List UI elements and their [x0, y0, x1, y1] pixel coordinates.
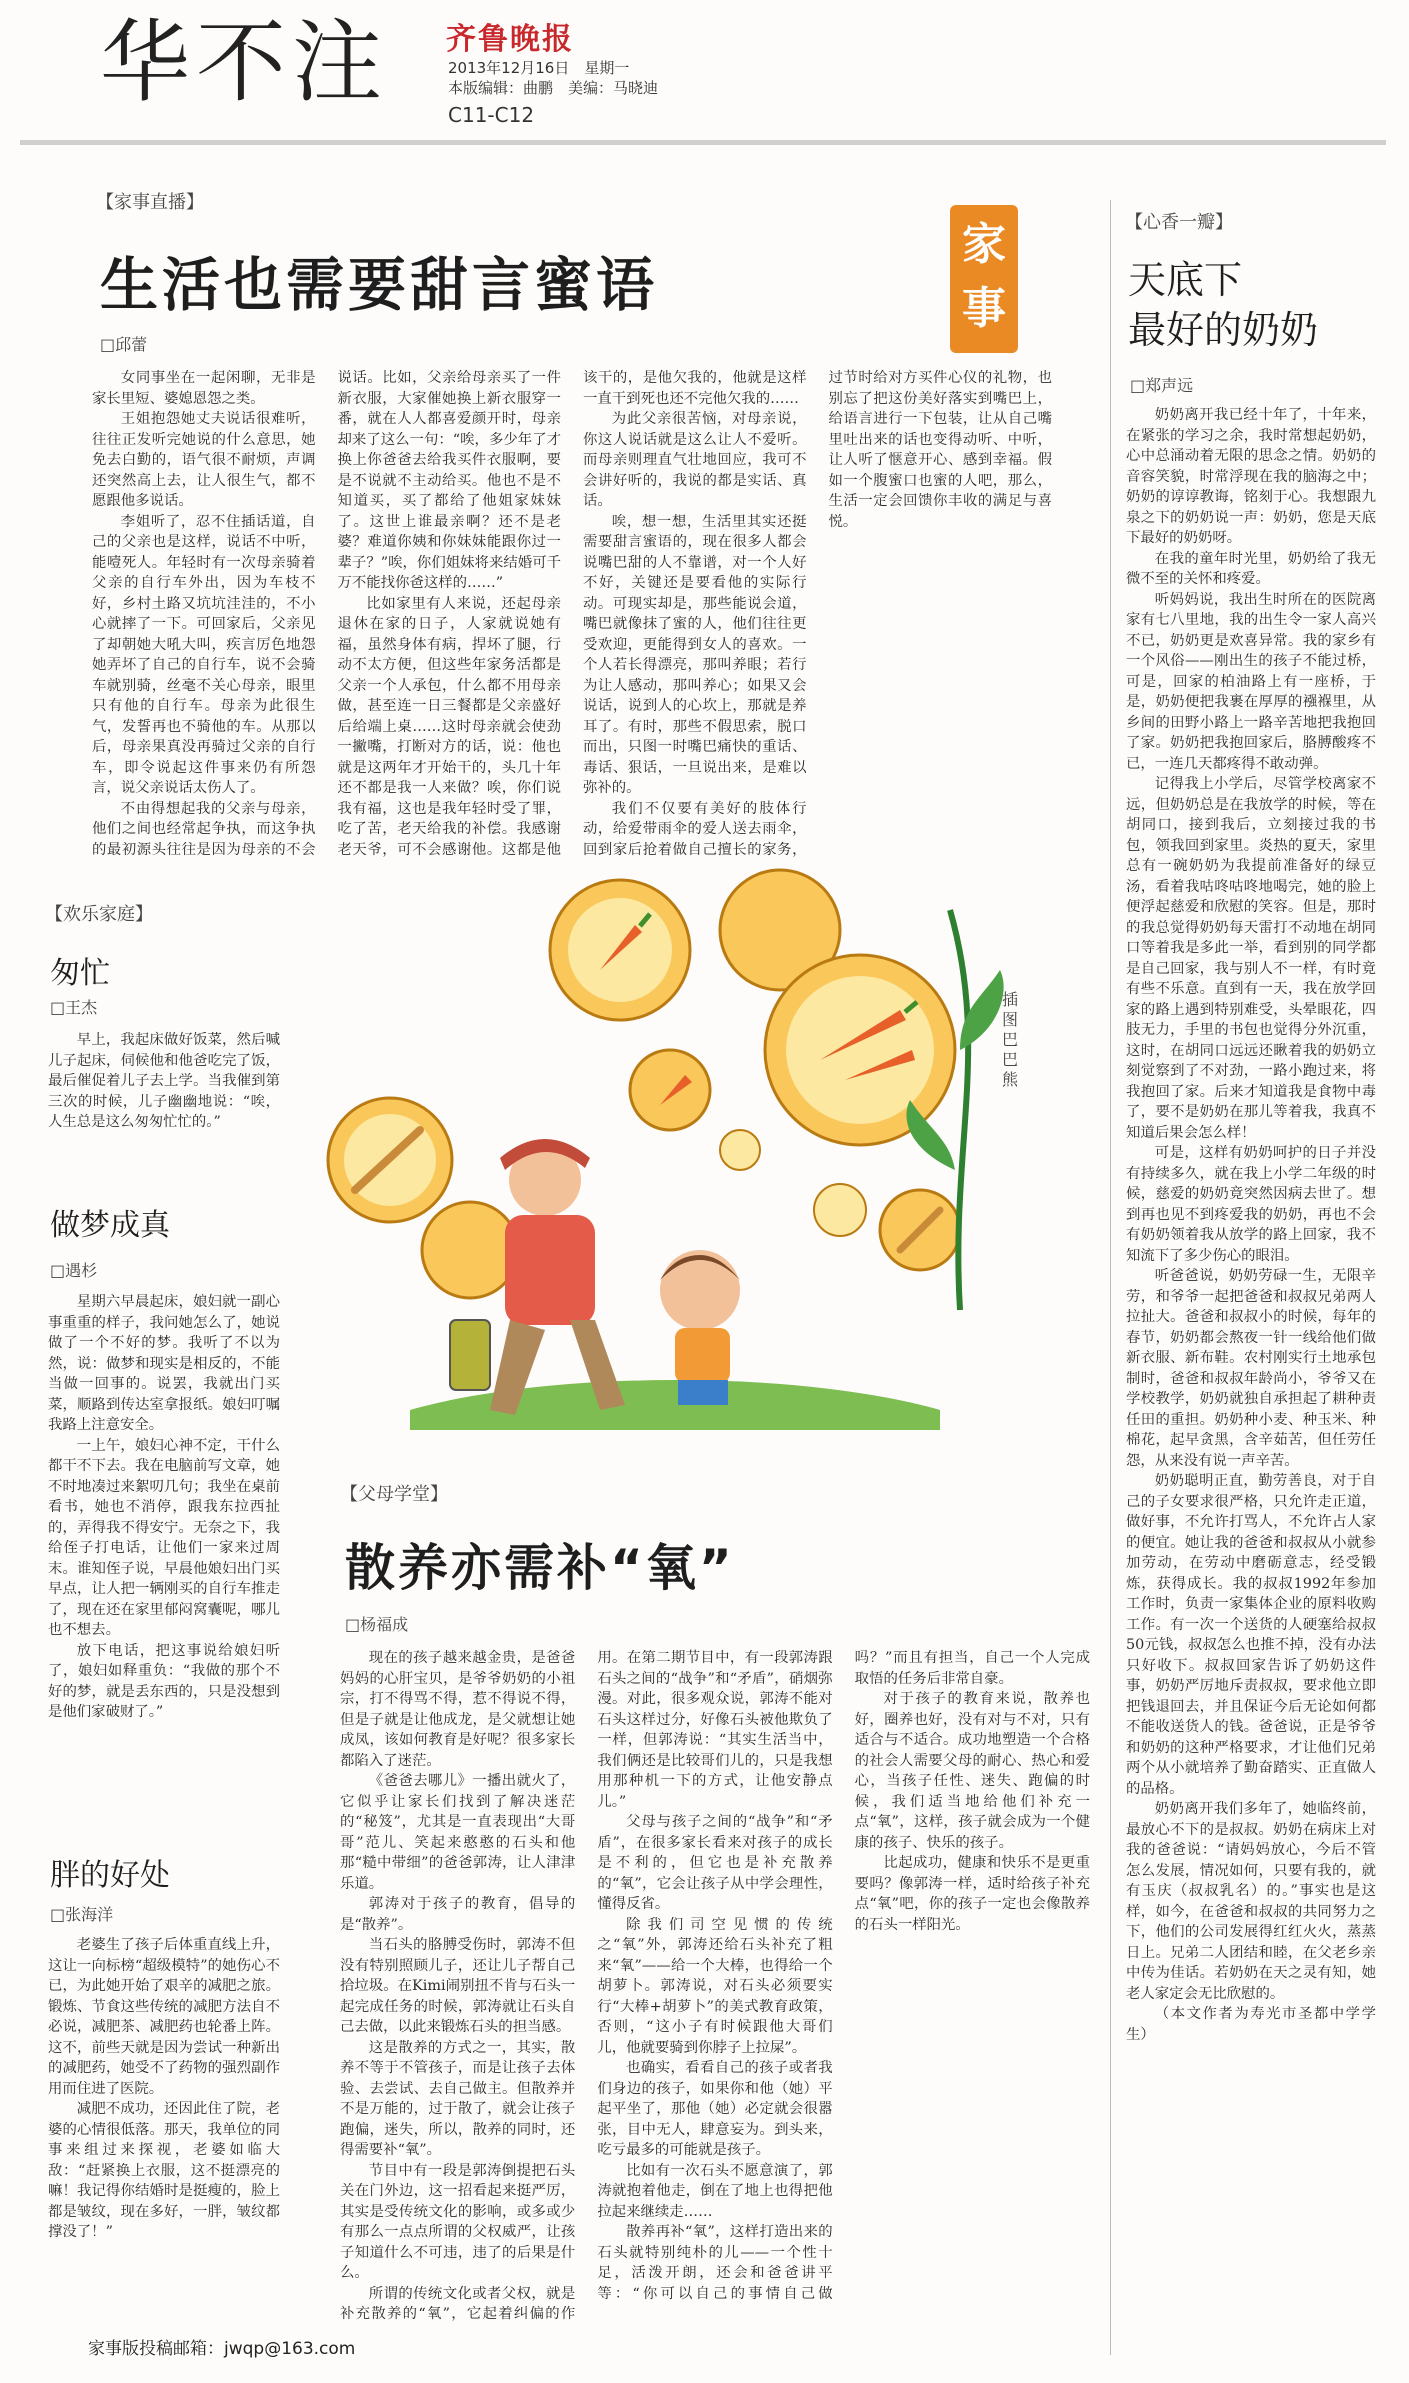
- header-rule: [20, 140, 1386, 145]
- orange-bubbles: [328, 870, 960, 1298]
- column-divider: [1110, 200, 1111, 2355]
- paragraph: 早上，我起床做好饭菜，然后喊儿子起床，伺候他和他爸吃完了饭，最后催促着儿子去上学。当我催到第三次的时候，儿子幽幽地说：“唉，人生总是这么匆匆忙忙的。”: [48, 1032, 280, 1130]
- issue-date: 2013年12月16日 星期一: [448, 59, 630, 77]
- article-body-oxygen: [340, 1648, 1090, 2343]
- article-body-grandma: [1126, 405, 1376, 2345]
- headline-fat: 胖的好处: [50, 1858, 170, 1893]
- headline-grandma-line1: 天底下: [1128, 258, 1243, 302]
- headline-sweet-words: 生活也需要甜言蜜语: [100, 251, 659, 319]
- paragraph: 老婆生了孩子后体重直线上升，这让一向标榜“超级模特”的她伤心不已，为此她开始了艰辛的减肥之旅。锻炼、节食这些传统的减肥方法自不必说，减肥茶、减肥药也轮番上阵。这不，前些天就是因为尝试一种新出的减肥药，她受不了药物的强烈副作用而住进了医院。: [48, 1937, 280, 2097]
- column-label-family-live: 【家事直播】: [96, 192, 204, 213]
- paragraph: 我们不仅要有美好的肢体行动，给爱带雨伞的爱人送去雨伞，回到家后抢着做自己擅长的家务，过节时给对方买件心仪的礼物，也别忘了把这份美好落实到嘴巴上，给语言进行一下包装，让从自己嘴里吐出来的话也变得动听、中听，让人听了惬意开心、感到幸福。假如一个腹蜜口也蜜的人吧，那么，生活一定会回馈你丰收的满足与喜悦。: [583, 370, 1052, 858]
- paragraph: 记得我上小学后，尽管学校离家不远，但奶奶总是在我放学的时候，等在胡同口，接到我后，立刻接过我的书包，领我回到家里。炎热的夏天，家里总有一碗奶奶为我提前准备好的绿豆汤，看着我咕咚咕咚地喝完，她的脸上便浮起慈爱和欣慰的笑容。但是，那时的我总觉得奶奶每天雷打不动地在胡同口等着我是多此一举，看到别的同学都是自己回家，我与别人不一样，有时竟有些不乐意。直到有一天，我在放学回家的路上遇到特别难受，头晕眼花，四肢无力，手里的书包也觉得分外沉重，这时，在胡同口远远还瞅着我的奶奶立刻觉察到了不对劲，一路小跑过来，将我抱回了家。后来才知道我是食物中毒了，要不是奶奶在那儿等着我，我真不知道后果会怎么样！: [1126, 776, 1376, 1141]
- paragraph: 减肥不成功，还因此住了院，老婆的心情很低落。那天，我单位的同事来组过来探视，老婆如临大敌：“赶紧换上衣服，这不挺漂亮的嘛！我记得你结婚时是挺瘦的，脸上都是皱纹，现在多好，一胖，皱纹都撑没了！”: [48, 2101, 280, 2240]
- headline-grandma: [1128, 255, 1318, 355]
- newspaper-logo: 齐鲁晚报: [446, 22, 574, 57]
- byline-oxygen: □杨福成: [345, 1615, 409, 1634]
- paragraph: 一上午，娘妇心神不定，干什么都干不下去。我在电脑前写文章，她不时地凑过来絮叨几句；我坐在桌前看书，她也不消停，跟我东拉西扯的，弄得我不得安宁。无奈之下，我给侄子打电话，让他们一家来过周末。谁知侄子说，早晨他娘妇出门买早点，让人把一辆刚买的自行车推走了，现在还在家里郁闷窝囊呢，哪儿也不想去。: [48, 1437, 280, 1638]
- byline-fat: □张海洋: [50, 1905, 114, 1924]
- paragraph: 也确实，看看自己的孩子或者我们身边的孩子，如果你和他（她）平起平坐了，那他（她）必定就会很嚣张，目中无人，肆意妄为。到头来，吃亏最多的可能就是孩子。: [597, 2060, 833, 2158]
- paragraph: 听爸爸说，奶奶劳碌一生，无限辛劳，和爷爷一起把爸爸和叔叔兄弟两人拉扯大。爸爸和叔叔小的时候，每年的春节，奶奶都会熬夜一针一线给他们做新衣服、新布鞋。农村刚实行土地承包制时，爸爸和叔叔年龄尚小，爷爷又在学校教学，奶奶就独自承担起了耕种责任田的重担。奶奶种小麦、种玉米、种棉花，起早贪黑，含辛茹苦，但任劳任怨，从来没有说一声辛苦。: [1126, 1268, 1376, 1469]
- paragraph: 比起成功，健康和快乐不是更重要吗？像郭涛一样，适时给孩子补充点“氧”吧，你的孩子一定也会像散养的石头一样阳光。: [854, 1855, 1090, 1933]
- column-label-parent-class: 【父母学堂】: [340, 1484, 448, 1505]
- paragraph: 《爸爸去哪儿》一播出就火了，它似乎让家长们找到了解决迷茫的“秘笈”，尤其是一直表现出“大哥哥”范儿、笑起来憨憨的石头和他那“糙中带细”的爸爸郭涛，让人津津乐道。: [340, 1773, 576, 1892]
- paragraph: 为此父亲很苦恼，对母亲说，你这人说话就是这么让人不爱听。而母亲则理直气壮地回应，我可不会讲好听的，我说的都是实话、真话。: [583, 411, 807, 509]
- byline-grandma: □郑声远: [1130, 376, 1194, 395]
- paragraph: 当石头的胳膊受伤时，郭涛不但没有特别照顾儿子，还让儿子帮自己拾垃圾。在Kimi闹别扭不肯与石头一起完成任务的时候，郭涛就让石头自己去做，以此来锻炼石头的担当感。: [340, 1937, 576, 2035]
- paragraph: 除我们司空见惯的传统之“氧”外，郭涛还给石头补充了粗来“氧”——给一个大棒，也得给一个胡萝卜。郭涛说，对石头必须要实行“大棒+胡萝卜”的美式教育政策，否则，“这小子有时候跟他大哥们儿，他就要骑到你脖子上拉屎”。: [597, 1916, 833, 2056]
- column-label-heart: 【心香一瓣】: [1125, 212, 1233, 233]
- paragraph: 对于孩子的教育来说，散养也好，圈养也好，没有对与不对，只有适合与不适合。成功地塑造一个合格的社会人需要父母的耐心、热心和爱心，当孩子任性、迷失、跑偏的时候，我们适当地给他们补充一点“氧”，这样，孩子就会成为一个健康的孩子、快乐的孩子。: [854, 1691, 1090, 1851]
- section-title: 华不注: [100, 10, 388, 115]
- byline-dream: □遇杉: [50, 1261, 98, 1280]
- paragraph: 奶奶离开我们多年了，她临终前，最放心不下的是叔叔。奶奶在病床上对我的爸爸说：“请妈妈放心，今后不管怎么发展，情况如何，只要有我的，就有玉庆（叔叔乳名）的。”事实也是这样，如今，在爸爸和叔叔的共同努力之下，他们的公司发展得红红火火，蒸蒸日上。兄弟二人团结和睦，在父老乡亲中传为佳话。若奶奶在天之灵有知，她老人家定会无比欣慰的。: [1126, 1801, 1376, 2002]
- paragraph: 听妈妈说，我出生时所在的医院离家有七八里地，我的出生令一家人高兴不已，奶奶更是欢喜异常。我的家乡有一个风俗——刚出生的孩子不能过桥，可是，回家的柏油路上有一座桥，于是，奶奶便把我裹在厚厚的襁褓里，从乡间的田野小路上一路辛苦地把我抱回了家。奶奶把我抱回家后，胳膊酸疼不已，一连几天都疼得不敢动弹。: [1126, 591, 1376, 772]
- paragraph: 不由得想起我的父亲与母亲，他们之间也经常起争执，而这争执的最初源头往往是因为母亲的不会说话。比如，父亲给母亲买了一件新衣服，大家催她换上新衣服穿一番，就在人人都喜爱颜开时，母亲却来了这么一句：“唉，多少年了才换上你爸爸去给我买件衣服啊，要是不说就不主动给买。他也不是不知道买，买了都给了他姐家妹妹了。这世上谁最亲啊？还不是老婆？难道你姨和你妹妹能跟你过一辈子？”唉，你们姐妹将来结婚可千万不能找你爸这样的……”: [92, 370, 561, 858]
- headline-oxygen: 散养亦需补“氧”: [345, 1539, 735, 1597]
- submission-email: 家事版投稿邮箱：jwqp@163.com: [88, 2339, 356, 2359]
- article-body-fat: [48, 1935, 280, 2325]
- paragraph: 唉，想一想，生活里其实还挺需要甜言蜜语的，现在很多人都会说嘴巴甜的人不靠谱，对一个人好不好，关键还是要看他的实际行动。可现实却是，那些能说会道，嘴巴就像抹了蜜的人，他们往往更受欢迎，更能得到女人的喜欢。一个人若长得漂亮，那叫养眼；若行为让人感动，那叫养心；如果又会说话，说到人的心坎上，那就是养耳了。有时，那些不假思索，脱口而出，只图一时嘴巴痛快的重话、毒话、狠话，一旦说出来，是难以弥补的。: [583, 513, 807, 796]
- headline-grandma-line2: 最好的奶奶: [1128, 308, 1319, 352]
- page-numbers: C11-C12: [448, 103, 535, 127]
- paragraph: 比如有一次石头不愿意演了，郭涛就抱着他走，倒在了地上也得把他拉起来继续走……: [597, 2162, 833, 2220]
- byline-main: □邱蕾: [100, 335, 148, 354]
- issue-meta: [448, 58, 658, 98]
- paragraph: 女同事坐在一起闲聊，无非是家长里短、婆媳恩怨之类。: [92, 370, 316, 407]
- paragraph: 奶奶离开我已经十年了，十年来，在紧张的学习之余，我时常想起奶奶，心中总涌动着无限的思念之情。奶奶的音容笑貌，时常浮现在我的脑海之中；奶奶的谆谆教诲，铭刻于心。我想跟九泉之下的奶奶说一声：奶奶，您是天底下最好的奶奶呀。: [1126, 407, 1376, 546]
- paragraph: 这是散养的方式之一，其实，散养不等于不管孩子，而是让孩子去体验、去尝试、去自己做主。但散养并不是万能的，过于散了，就会让孩子跑偏，迷失，所以，散养的同时，还得需要补“氧”。: [340, 2039, 576, 2158]
- paragraph: 可是，这样有奶奶呵护的日子并没有持续多久，就在我上小学二年级的时候，慈爱的奶奶竟突然因病去世了。想到再也见不到疼爱我的奶奶，再也不会有奶奶领着我从放学的路上回家，我不知流下了多少伤心的眼泪。: [1126, 1145, 1376, 1264]
- article-body-dream: [48, 1292, 280, 1824]
- paragraph: 奶奶聪明正直，勤劳善良，对于自己的子女要求很严格，只允许走正道，做好事，不允许打骂人，不允许占人家的便宜。她让我的爸爸和叔叔从小就参加劳动，在劳动中磨砺意志，经受锻炼，获得成长。我的叔叔1992年参加工作时，负责一家集体企业的原料收购工作。有一次一个送货的人硬塞给叔叔50元钱，叔叔怎么也推不掉，没有办法只好收下。叔叔回家告诉了奶奶这件事，奶奶严厉地斥责叔叔，要求他立即把钱退回去，并且保证今后无论如何都不能收送货人的钱。爸爸说，正是爷爷和奶奶的这种严格要求，才让他们兄弟两个从小就培养了勤奋踏实、正直做人的品格。: [1126, 1473, 1376, 1797]
- headline-hurry: 匆忙: [50, 956, 110, 991]
- paragraph: 星期六早晨起床，娘妇就一副心事重重的样子，我问她怎么了，她说做了一个不好的梦。我听了不以为然，说：做梦和现实是相反的，不能当做一回事的。说罢，我就出门买菜，顺路到传达室拿报纸。娘妇叮嘱我路上注意安全。: [48, 1294, 280, 1433]
- family-badge: 家事: [950, 205, 1018, 353]
- paragraph: 王姐抱怨她丈夫说话很难听，往往正发听完她说的什么意思，她免去白勤的，语气很不耐烦，声调还突然高上去，让人很生气，都不愿跟他多说话。: [92, 411, 316, 509]
- paragraph: 父母与孩子之间的“战争”和“矛盾”，在很多家长看来对孩子的成长是不利的，但它也是补充散养的“氧”，它会让孩子从中学会理性，懂得反省。: [597, 1814, 833, 1912]
- paragraph: 李姐听了，忍不住插话道，自己的父亲也是这样，说话不中听，能噎死人。年轻时有一次母亲骑着父亲的自行车外出，因为车枝不好，乡村土路又坑坑洼洼的，不小心就摔了一下。可回家后，父亲见了却朝她大吼大叫，疾言厉色地怨她弄坏了自己的自行车，说不会骑车就别骑，丝毫不关心母亲，眼里只有他的自行车。母亲为此很生气，发誓再也不骑他的车。从那以后，母亲果真没再骑过父亲的自行车，即令说起这件事来仍有所怨言，说父亲说话太伤人了。: [92, 513, 316, 796]
- paragraph: （本文作者为寿光市圣都中学学生）: [1126, 2006, 1376, 2043]
- issue-editors: 本版编辑：曲鹏 美编：马晓迪: [448, 79, 659, 97]
- illustration-father-son: [300, 850, 1020, 1490]
- article-body-sweet-words: [92, 368, 1052, 868]
- paragraph: 现在的孩子越来越金贵，是爸爸妈妈的心肝宝贝，是爷爷奶奶的小祖宗，打不得骂不得，惹不得说不得，但是子就是让他成龙，是父就想让她成凤，该如何教育是好呢？很多家长都陷入了迷茫。: [340, 1650, 576, 1769]
- paragraph: 比如家里有人来说，还起母亲退休在家的日子，人家就说她有福，虽然身体有病，捍坏了腿，行动不太方便，但这些年家务活都是父亲一个人承包，什么都不用母亲做，甚至连一日三餐都是父亲盛好后给端上桌……这时母亲就会使劲一撇嘴，打断对方的话，说：他也就是这两年才开始干的，头几十年还不都是我一人来做？唉，你们说我有福，这也是我年轻时受了罪，吃了苦，老天给我的补偿。我感谢老天爷，可不会感谢他。这都是他该干的，是他欠我的，他就是这样一直干到死也还不完他欠我的……: [337, 370, 807, 858]
- illustration-caption: 插图 巴巴熊: [1002, 990, 1035, 1089]
- paragraph: 郭涛对于孩子的教育，倡导的是“散养”。: [340, 1896, 576, 1933]
- paragraph: 节目中有一段是郭涛倒提把石头关在门外边，这一招看起来挺严厉，其实是受传统文化的影响，或多或少有那么一点点所谓的父权威严，让孩子知道什么不可违，违了的后果是什么。: [340, 2162, 576, 2281]
- article-body-hurry: [48, 1030, 280, 1170]
- paragraph: 放下电话，把这事说给娘妇听了，娘妇如释重负：“我做的那个不好的梦，就是丢东西的，只是没想到是他们家破财了。”: [48, 1642, 280, 1720]
- paragraph: 在我的童年时光里，奶奶给了我无微不至的关怀和疼爱。: [1126, 550, 1376, 587]
- headline-dream: 做梦成真: [50, 1208, 170, 1243]
- paragraph: 散养再补“氧”，这样打造出来的石头就特别纯朴的儿——一个性十足，活泼开朗，还会和爸爸讲平等：“你可以自己的事情自己做吗？”而且有担当，自己一个人完成取悟的任务后非常自豪。: [597, 1650, 1090, 2302]
- paragraph: 所谓的传统文化或者父权，就是补充散养的“氧”，它起着纠偏的作用。在第二期节目中，有一段郭涛跟石头之间的“战争”和“矛盾”，硝烟弥漫。对此，很多观众说，郭涛不能对石头这样过分，好像石头被他欺负了一样，但郭涛说：“其实生活当中，我们俩还是比较哥们儿的，只是我想用那种机一下的方式，让他安静点儿。”: [340, 1650, 833, 2322]
- column-label-happy-family: 【欢乐家庭】: [45, 904, 153, 925]
- byline-hurry: □王杰: [50, 998, 98, 1017]
